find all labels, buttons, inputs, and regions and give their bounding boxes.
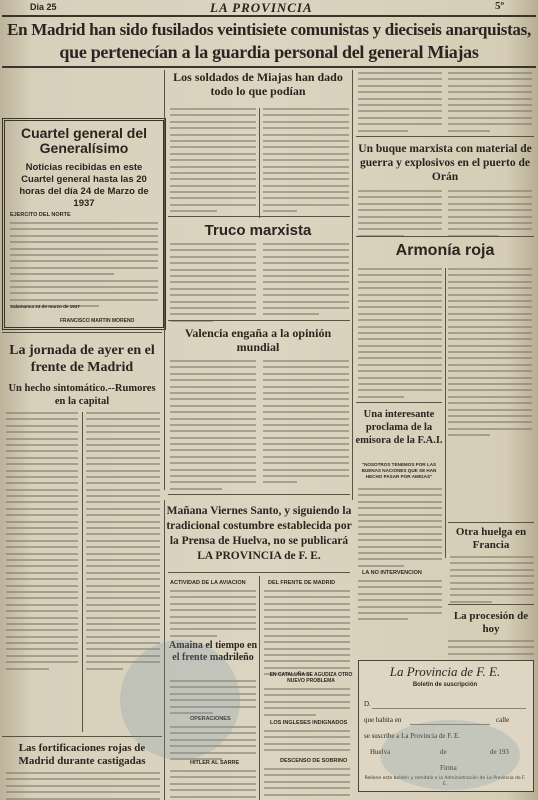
descenso-heading: DESCENSO DE SOBRINO	[280, 758, 348, 764]
truco-body-left	[170, 243, 256, 326]
operaciones-heading: OPERACIONES	[190, 716, 231, 722]
interesante-title: Una interesante proclama de la emisora de la F.A.I.	[355, 409, 443, 446]
aviacion-body	[170, 590, 256, 641]
buque-body-right	[448, 190, 532, 241]
jornada-subtitle: Un hecho sintomático.--Rumores en la capital	[8, 383, 156, 407]
descenso-body	[264, 768, 350, 800]
page-number: 5º	[495, 0, 505, 12]
intervencion-heading: LA NO INTERVENCION	[362, 570, 422, 576]
interesante-subtitle: "NOSOTROS TENEMOS POR LAS BUENAS NACIONES QUE SE HAN HECHO PASAR POR AMIGAS"	[361, 462, 437, 479]
col-divider-3	[259, 108, 260, 218]
amaina-title: Amaina el tiempo en el frente madrileño	[168, 640, 258, 663]
valencia-title: Valencia engaña a la opinión mundial	[184, 326, 332, 354]
procesion-body	[358, 640, 534, 659]
form-line-de: de	[440, 748, 447, 756]
col-divider-1	[164, 70, 165, 490]
zaragoza-body	[264, 688, 350, 720]
frente-heading: DEL FRENTE DE MADRID	[268, 580, 336, 586]
form-title: La Provincia de F. E.	[389, 664, 501, 679]
soldados-body-left	[170, 108, 256, 217]
jornada-rule	[2, 332, 162, 333]
buque-title: Un buque marxista con material de guerra y explosivos en el puerto de Orán	[358, 143, 532, 183]
hitler-body	[170, 770, 256, 800]
right-col-divider	[445, 268, 446, 558]
truco-title: Truco marxista	[204, 222, 312, 239]
cuartel-sign-place: Salamanca 24 de marzo de 1937	[10, 304, 80, 309]
interesante-body	[358, 488, 442, 571]
armonia-title: Armonía roja	[395, 242, 495, 259]
soldados-title: Los soldados de Miajas han dado todo lo que podían	[173, 70, 343, 98]
zaragoza-heading: EN CATALUÑA SE AGUDIZA OTRO NUEVO PROBLEMA	[269, 672, 353, 684]
manana-notice: Mañana Viernes Santo, y siguiendo la tradicional costumbre establecida por la Prensa de Huelva, no se publicará LA PROVINCIA de F. E.	[166, 505, 352, 562]
cuartel-body	[10, 222, 158, 311]
manana-rule-bottom	[168, 572, 350, 573]
frente-body	[264, 590, 350, 679]
valencia-body-left	[170, 360, 256, 494]
form-line-name-field[interactable]	[372, 708, 526, 709]
form-line-city: Huelva	[370, 748, 391, 756]
ingleses-heading: LOS INGLESES INDIGNADOS	[270, 720, 348, 726]
right-top-body-right	[448, 72, 532, 136]
form-line-name: D.	[364, 700, 371, 708]
watermark-stain-1	[120, 640, 240, 760]
page-date: Dia 25	[30, 2, 57, 12]
huelga-body	[450, 556, 534, 607]
interesante-rule	[356, 402, 442, 403]
aviacion-heading: ACTIVIDAD DE LA AVIACION	[170, 580, 246, 586]
valencia-body-right	[263, 360, 349, 488]
buque-body-left	[358, 190, 442, 241]
col-divider-2	[352, 70, 353, 500]
fortificaciones-title: Las fortificaciones rojas de Madrid durante castigadas	[18, 742, 146, 767]
header-rule	[2, 15, 536, 17]
procesion-title: La procesión de hoy	[453, 610, 529, 635]
intervencion-body	[358, 580, 442, 625]
armonia-body-left	[358, 268, 442, 402]
cuartel-sign-name: FRANCISCO MARTIN MORENO	[60, 318, 135, 324]
watermark-stain-2	[380, 720, 520, 790]
armonia-body-right	[448, 268, 532, 441]
main-headline-line1: En Madrid han sido fusilados veintisiete comunistas y dieciseis anarquistas,	[7, 20, 531, 39]
huelga-rule	[448, 522, 534, 523]
form-line-address: que habita en	[364, 716, 402, 724]
truco-body-right	[263, 243, 349, 320]
col-divider-4	[259, 576, 260, 800]
headline-rule	[2, 66, 536, 68]
cuartel-section: EJERCITO DEL NORTE	[10, 212, 71, 218]
hitler-heading: HITLER AL SARRE	[190, 760, 240, 766]
huelga-title: Otra huelga en Francia	[455, 526, 527, 551]
form-line-subscribe: se suscribe a La Provincia de F. E.	[364, 732, 461, 740]
armonia-rule	[356, 236, 534, 237]
jornada-body-left	[6, 412, 78, 674]
truco-rule	[168, 320, 350, 321]
cuartel-subtitle: Noticias recibidas en este Cuartel general hasta las 20 horas del día 24 de Marzo de 1937	[19, 162, 149, 209]
soldados-rule	[168, 216, 350, 217]
form-signature: Firma	[440, 764, 457, 772]
masthead: LA PROVINCIA	[210, 0, 313, 15]
form-line-year: de 193	[490, 748, 509, 756]
fortificaciones-body	[6, 772, 160, 800]
jornada-title: La jornada de ayer en el frente de Madrid	[9, 343, 155, 375]
form-line-street: calle	[496, 716, 510, 724]
jornada-body-right	[86, 412, 160, 674]
buque-rule	[356, 136, 534, 137]
manana-rule-top	[168, 494, 350, 495]
cuartel-title-1: Cuartel general del	[20, 125, 148, 141]
form-subtitle: Boletín de suscripción	[412, 682, 478, 688]
soldados-body-right	[263, 108, 349, 217]
cuartel-title-2: Generalísimo	[39, 140, 129, 156]
jornada-divider	[82, 412, 83, 732]
main-headline-line2: que pertenecían a la guardia personal del general Miajas	[59, 42, 479, 62]
form-footer: Rellene este boletín y remítalo a la Administración de La Provincia de F. E.	[364, 776, 526, 787]
right-top-body-left	[358, 72, 442, 136]
ingleses-body	[264, 730, 350, 756]
procesion-rule	[448, 604, 534, 605]
